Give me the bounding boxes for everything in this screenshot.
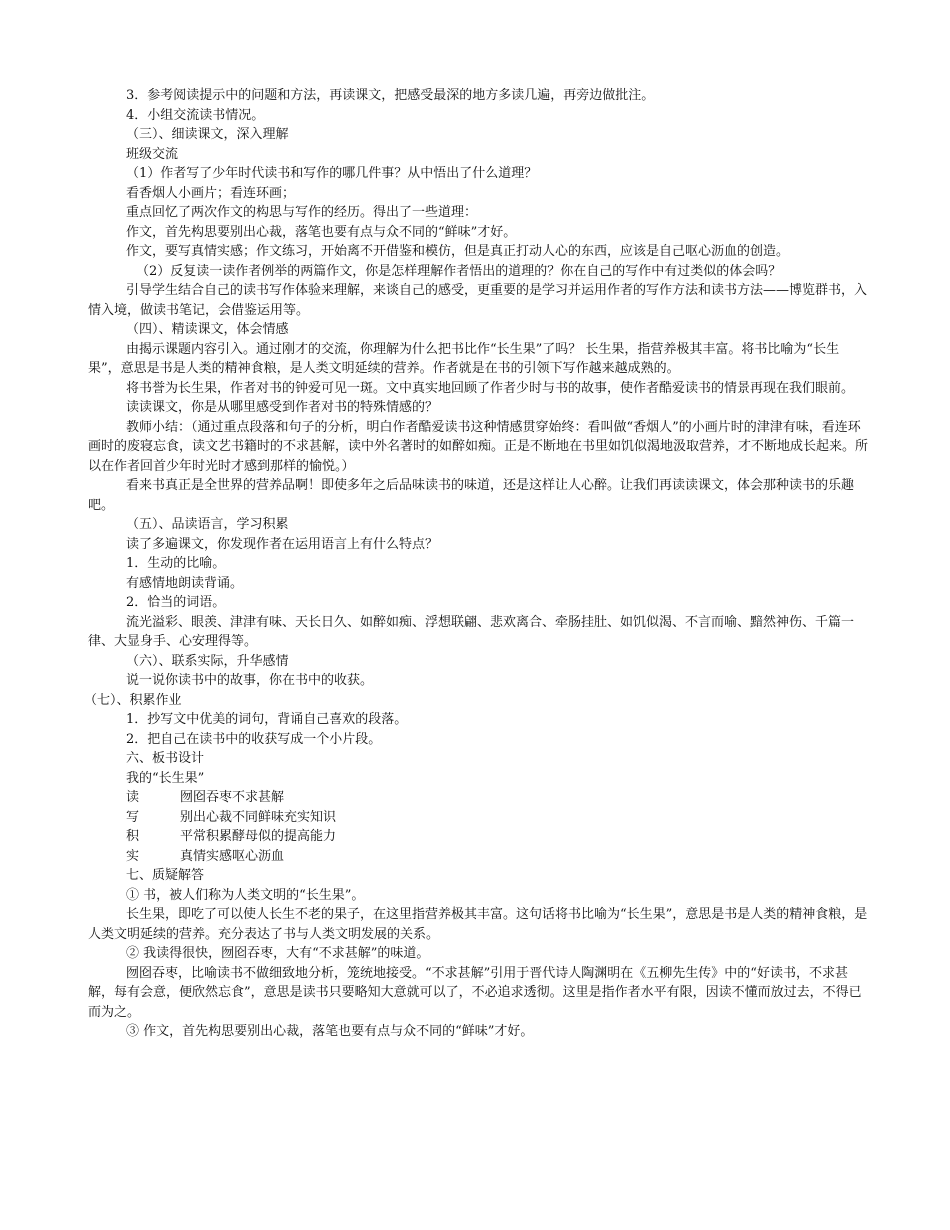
paragraph: 读了多遍课文，你发现作者在运用语言上有什么特点？ (126, 536, 439, 552)
board-value: 囫囵吞枣不求甚解 (180, 790, 285, 805)
board-row (88, 827, 868, 847)
paragraph: 囫囵吞枣，比喻读书不做细致地分析，笼统地接受。“不求甚解”引用于晋代诗人陶渊明在《五柳先生传》中的“好读书，不求甚解，每有会意，便欣然忘食”，意思是读书只要略知大意就可以了，不必追求透彻。这里是指作者水平有限，因读不懂而放过去，不得已而为之。 (88, 965, 862, 1020)
paragraph: 看来书真正是全世界的营养品啊！即使多年之后品味读书的味道，还是这样让人心醉。让我们再读读课文，体会那种读书的乐趣吧。 (88, 478, 855, 513)
paragraph: 1．抄写文中优美的词句，背诵自己喜欢的段落。 (126, 712, 408, 727)
paragraph: 说一说你读书中的故事，你在书中的收获。 (126, 673, 374, 688)
board-row (88, 788, 868, 808)
paragraph: （五）、品读语言，学习积累 (126, 517, 289, 532)
paragraph: 将书誉为长生果，作者对书的钟爱可见一斑。文中真实地回顾了作者少时与书的故事，使作者酷爱读书的情景再现在我们眼前。 (126, 380, 855, 396)
paragraph: 2．把自己在读书中的收获写成一个小片段。 (126, 731, 382, 747)
document-body (84, 86, 869, 1042)
board-key: 积 (126, 829, 140, 844)
board-key: 实 (126, 848, 140, 864)
paragraph: 有感情地朗读背诵。 (126, 575, 244, 591)
paragraph: （三）、细读课文，深入理解 (126, 127, 289, 142)
paragraph: 长生果，即吃了可以使人长生不老的果子，在这里指营养极其丰富。这句话将书比喻为“长生果”，意思是书是人类的精神食粮，是人类文明延续的营养。充分表达了书与人类文明发展的关系。 (88, 907, 868, 942)
paragraph: （七）、积累作业 (84, 692, 182, 708)
paragraph: 作文，首先构思要别出心裁，落笔也要有点与众不同的“鲜味”才好。 (126, 224, 517, 240)
paragraph: 引导学生结合自己的读书写作体验来理解，来谈自己的感受，更重要的是学习并运用作者的写作方法和读书方法——博览群书，入情入境，做读书笔记，会借鉴运用等。 (88, 283, 868, 318)
paragraph: 流光溢彩、眼羡、津津有味、天长日久、如醉如痴、浮想联翩、悲欢离合、牵肠挂肚、如饥似渴、不言而喻、黯然神伤、千篇一律、大显身手、心安理得等。 (88, 614, 855, 649)
board-value: 平常积累酵母似的提高能力 (180, 829, 337, 844)
paragraph: （四）、精读课文，体会情感 (126, 322, 289, 337)
board-key: 读 (126, 790, 140, 805)
paragraph: 七、质疑解答 (126, 868, 205, 883)
paragraph: 六、板书设计 (126, 751, 205, 766)
paragraph: （六）、联系实际，升华感情 (126, 653, 289, 669)
board-value: 真情实感呕心沥血 (180, 848, 285, 864)
paragraph: 重点回忆了两次作文的构思与写作的经历。得出了一些道理： (126, 205, 478, 220)
paragraph: 1．生动的比喻。 (126, 556, 226, 571)
paragraph: 作文，要写真情实感；作文练习，开始离不开借鉴和模仿，但是真正打动人心的东西，应该是自己呕心沥血的创造。 (126, 244, 790, 259)
board-key: 写 (126, 809, 140, 825)
paragraph: 教师小结：（通过重点段落和句子的分析，明白作者酷爱读书这种情感贯穿始终：看叫做“香烟人”的小画片时的津津有味，看连环画时的废寝忘食，读文艺书籍时的不求甚解，读中外名著时的如醉如痴。正是不断地在书里如饥似渴地汲取营养，才不断地成长起来。所以在作者回首少年时光时才感到那样的愉悦。） (88, 419, 869, 474)
paragraph: 3．参考阅读提示中的问题和方法，再读课文，把感受最深的地方多读几遍，再旁边做批注。 (126, 88, 655, 103)
paragraph: 我的“长生果” (126, 770, 205, 786)
board-row (88, 808, 868, 828)
paragraph: ③ 作文，首先构思要别出心裁，落笔也要有点与众不同的“鲜味”才好。 (126, 1024, 534, 1039)
paragraph: 2．恰当的词语。 (126, 595, 226, 610)
board-design-table (88, 788, 868, 866)
paragraph: （1）作者写了少年时代读书和写作的哪几件事？从中悟出了什么道理？ (126, 166, 538, 181)
paragraph: ① 书，被人们称为人类文明的“长生果”。 (126, 887, 365, 903)
board-value: 别出心裁不同鲜味充实知识 (180, 809, 337, 825)
paragraph: 看香烟人小画片；看连环画； (126, 185, 296, 201)
lesson-text (84, 86, 869, 788)
board-row (88, 847, 868, 867)
paragraph: ② 我读得很快，囫囵吞枣，大有“不求甚解”的味道。 (126, 946, 430, 961)
paragraph: （2）反复读一读作者例举的两篇作文，你是怎样理解作者悟出的道理的？你在自己的写作中有过类似的体会吗？ (136, 263, 782, 279)
paragraph: 4．小组交流读书情况。 (126, 107, 265, 123)
paragraph: 由揭示课题内容引入。通过刚才的交流，你理解为什么把书比作“长生果”了吗？ 长生果，指营养极其丰富。将书比喻为“长生果”，意思是书是人类的精神食粮，是人类文明延续的营养。作者就是在书的引领下写作越来越成熟的。 (88, 341, 840, 376)
qa-section (88, 866, 868, 1042)
paragraph: 读读课文，你是从哪里感受到作者对书的特殊情感的？ (126, 400, 439, 415)
paragraph: 班级交流 (126, 146, 179, 162)
